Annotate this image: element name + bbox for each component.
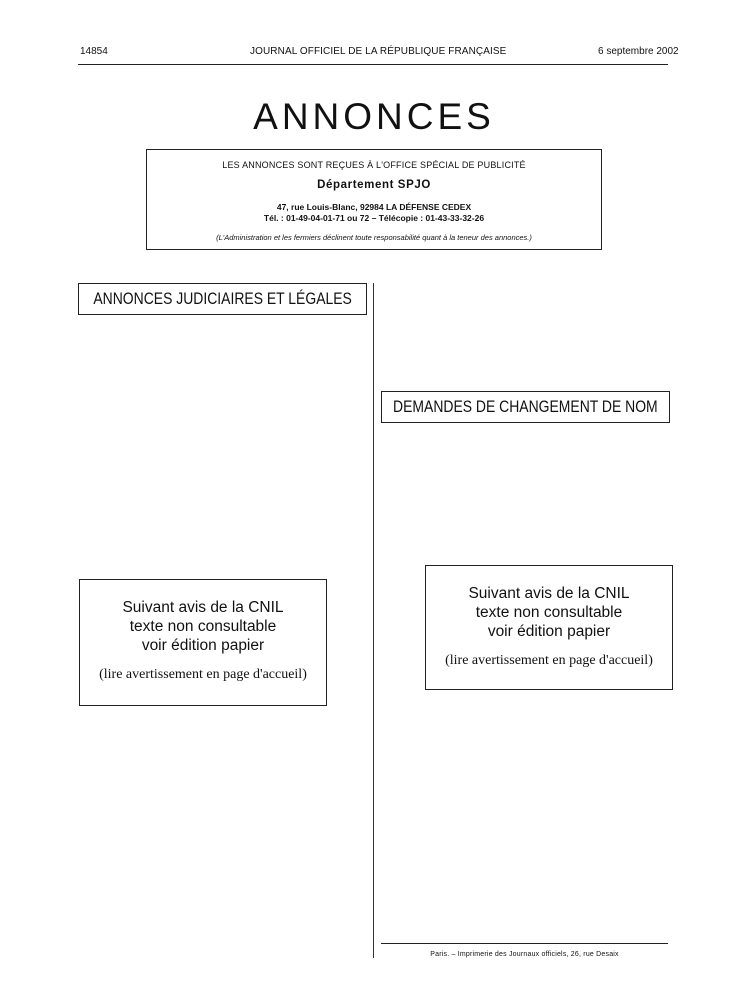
notice-department: Département SPJO xyxy=(317,179,431,191)
cnil-notice-box xyxy=(79,579,327,706)
printer-footer: Paris. – Imprimerie des Journaux officiels, 26, rue Desaix xyxy=(430,951,619,958)
cnil-line-3: voir édition papier xyxy=(141,637,265,654)
cnil-line-4: (lire avertissement en page d'accueil) xyxy=(99,667,307,682)
cnil-line-3: voir édition papier xyxy=(487,623,611,640)
header-rule xyxy=(78,64,668,65)
cnil-line-2: texte non consultable xyxy=(129,618,277,635)
page-number: 14854 xyxy=(80,46,108,57)
publication-date: 6 septembre 2002 xyxy=(598,46,679,57)
section-header-label: ANNONCES JUDICIAIRES ET LÉGALES xyxy=(93,289,352,308)
journal-title: JOURNAL OFFICIEL DE LA RÉPUBLIQUE FRANÇAISE xyxy=(250,46,507,57)
cnil-line-2: texte non consultable xyxy=(475,604,623,621)
notice-phones: Tél. : 01-49-04-01-71 ou 72 – Télécopie : 01-43-33-32-26 xyxy=(263,213,485,223)
cnil-line-1: Suivant avis de la CNIL xyxy=(122,599,284,616)
notice-box xyxy=(146,149,602,250)
section-header-changement-nom xyxy=(381,391,670,423)
cnil-line-4: (lire avertissement en page d'accueil) xyxy=(445,653,653,668)
column-divider xyxy=(373,283,374,958)
notice-address: 47, rue Louis-Blanc, 92984 LA DÉFENSE CEDEX xyxy=(276,202,472,212)
notice-disclaimer: (L'Administration et les fermiers déclinent toute responsabilité quant à la teneur des annonces.) xyxy=(216,233,532,242)
cnil-notice-box xyxy=(425,565,673,690)
section-header-label: DEMANDES DE CHANGEMENT DE NOM xyxy=(393,397,658,416)
cnil-line-1: Suivant avis de la CNIL xyxy=(468,585,630,602)
page-title: ANNONCES xyxy=(253,96,495,137)
notice-intro: LES ANNONCES SONT REÇUES À L'OFFICE SPÉCIAL DE PUBLICITÉ xyxy=(222,160,526,170)
section-header-judiciaires xyxy=(78,283,367,315)
footer-rule xyxy=(381,943,668,944)
